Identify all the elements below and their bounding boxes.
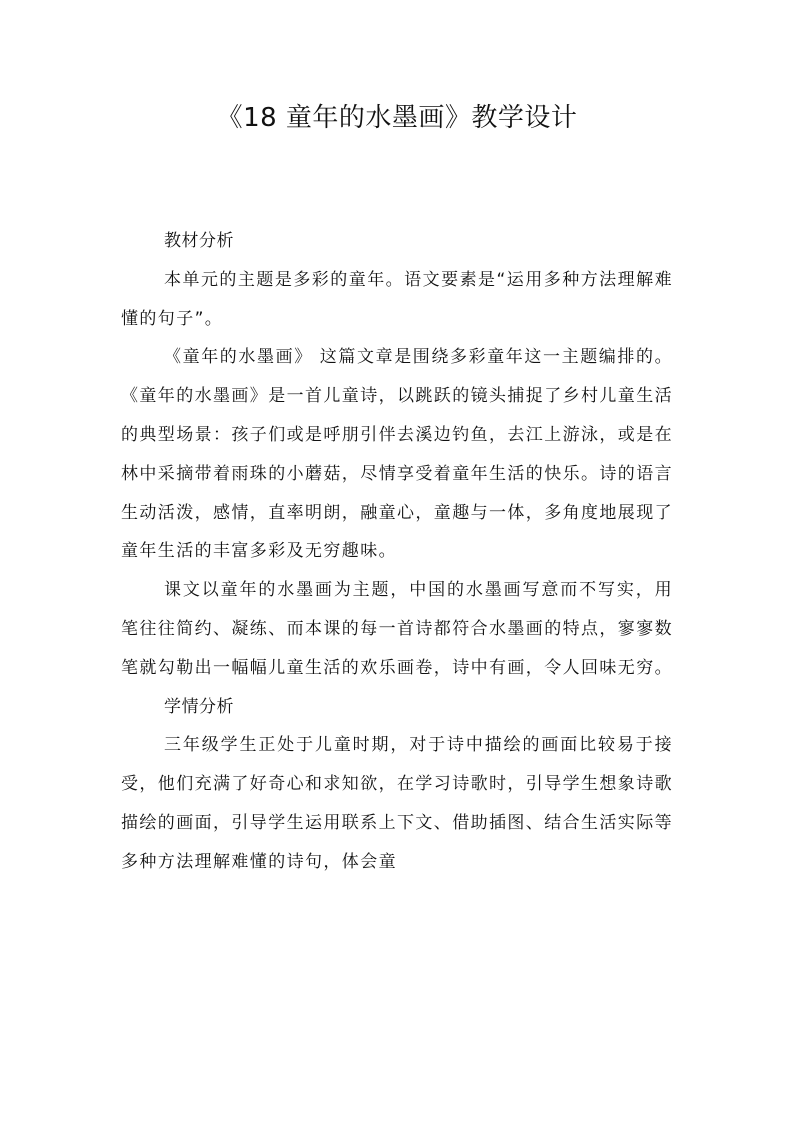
section-learner-analysis [121, 688, 673, 882]
paragraph: 课文以童年的水墨画为主题，中国的水墨画写意而不写实，用笔往往简约、凝练、而本课的每一首诗都符合水墨画的特点，寥寥数笔就勾勒出一幅幅儿童生活的欢乐画卷，诗中有画，令人回味无穷。 [121, 580, 673, 678]
document-title: 《18 童年的水墨画》教学设计 [216, 103, 578, 133]
paragraph: 三年级学生正处于儿童时期，对于诗中描绘的画面比较易于接受，他们充满了好奇心和求知欲，在学习诗歌时，引导学生想象诗歌描绘的画面，引导学生运用联系上下文、借助插图、结合生活实际等多种方法理解难懂的诗句，体会童 [121, 735, 673, 872]
document-body [121, 222, 673, 882]
section-heading: 教材分析 [164, 231, 234, 251]
paragraph: 《童年的水墨画》 这篇文章是围绕多彩童年这一主题编排的。《童年的水墨画》是一首儿童诗，以跳跃的镜头捕捉了乡村儿童生活的典型场景：孩子们或是呼朋引伴去溪边钓鱼，去江上游泳，或是在林中采摘带着雨珠的小蘑菇，尽情享受着童年生活的快乐。诗的语言生动活泼，感情，直率明朗，融童心，童趣与一体，多角度地展现了童年生活的丰富多彩及无穷趣味。 [121, 347, 673, 562]
paragraph: 本单元的主题是多彩的童年。语文要素是“运用多种方法理解难懂的句子”。 [121, 269, 673, 329]
section-heading: 学情分析 [164, 696, 234, 717]
section-textbook-analysis [121, 222, 673, 688]
